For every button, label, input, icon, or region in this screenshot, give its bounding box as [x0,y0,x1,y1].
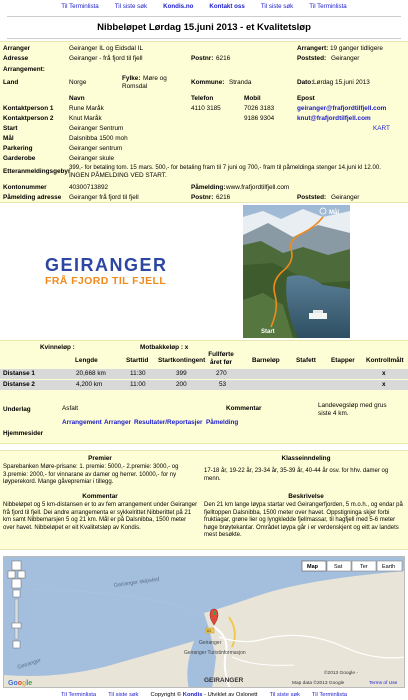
hdr-starttid: Starttid [126,357,149,364]
hdr-barnelop: Barneløp [252,357,280,364]
footer [0,689,408,700]
dato-label: Dato: [297,79,314,86]
link-resultater[interactable]: Resultater/Reportasjer [134,419,203,426]
map-type-sat[interactable]: Sat [334,564,343,570]
beskrivelse-text: Den 21 km lange løypa startar ved Geirangerfjorden, 5 m.o.h., og endar på fjelltoppen Dalsnibba, 1500 meter over havet. Oppstigninga skjer forbi fruktiagar, grøne lier og lyngkledde fjellmassar, til hagfjell med 5-6 meter høge brøytekantar. Området løypa går i er verdenskjent og eitt av landets mest besøkte. [204,502,403,539]
arrangert-value: 19 ganger tidligere [330,45,383,52]
parkering-label: Parkering [3,145,33,152]
footer-kondis-link[interactable]: Kondis [182,691,203,698]
event-info-panel [0,41,408,203]
google-map[interactable] [3,556,405,688]
hdr-stafett: Stafett [296,357,316,364]
arrangement-label: Arrangement: [3,66,45,73]
beskrivelse-title: Beskrivelse [288,493,324,500]
nav-terminlista-link-2[interactable]: Til Terminlista [309,2,347,10]
etteranm-label: Etteranmeldingsgebyr [3,168,71,175]
kontakt1-mobil: 7026 3183 [244,105,275,112]
kontakt1-telefon: 4110 3185 [191,105,221,112]
map-canvas[interactable] [4,557,405,688]
postnr-value: 6216 [216,55,231,62]
hjemmesider-label: Hjemmesider [3,430,44,437]
adresse-value: Geiranger - frå fjord til fjell [69,55,143,62]
kommentar-value: Landevegsløp med grus siste 4 km. [318,402,387,417]
geiranger-logo [45,255,168,287]
map-road-shield: 63 [207,629,211,633]
parkering-value: Geiranger sentrum [69,145,123,152]
pamelding-label: Påmelding: [191,184,226,191]
kart-link[interactable]: KART [373,125,390,132]
footer-terminlista-link[interactable]: Til Terminlista [60,691,97,698]
hdr-lengde: Lengde [75,357,98,364]
kontakt1-navn: Rune Maråk [69,105,104,112]
photo-maal-label: Mål [329,210,340,216]
pamelding-value: www.frafjordtilfjell.com [226,184,290,191]
distance-1-kontingent: 399 [176,370,187,377]
maal-value: Dalsnibba 1500 moh [69,135,128,142]
footer-siste-sok-link[interactable]: Til siste søk [108,691,139,698]
map-data-attribution: Map data ©2013 Google [292,681,345,686]
distance-1-lengde: 20,668 km [76,370,106,377]
svg-text:Google: Google [8,680,33,687]
arrangert-label: Arrangert: [297,45,329,52]
postnr-label: Postnr: [191,55,214,62]
underlag-value: Asfalt [62,405,78,412]
premier-title: Premier [88,455,112,462]
link-pamelding[interactable]: Påmelding [206,419,239,426]
image-row [0,205,408,338]
distance-panel [0,340,408,444]
col-mobil-header: Mobil [244,95,261,102]
pam-poststed-value: Geiranger [331,194,360,201]
col-telefon-header: Telefon [191,95,214,102]
distance-1-name: Distanse 1 [3,370,35,377]
land-value: Norge [69,79,87,86]
map-place1: Geiranger [199,640,222,646]
col-epost-header: Epost [297,95,315,102]
adresse-label: Adresse [3,55,29,62]
hdr-startkontingent: Startkontingent [158,357,206,364]
klasse-text: 17-18 år, 19-22 år, 23-34 år, 35-39 år, 40-44 år osv. for hhv. damer og menn. [204,468,389,482]
kommentar-title: Kommentar [82,493,118,500]
distance-1-fullforte: 270 [216,370,227,377]
land-label: Land [3,79,19,86]
premier-panel [0,450,408,550]
pam-adresse-value: Geiranger frå fjord til fjell [69,194,139,201]
kontakt1-epost-link[interactable]: geiranger@frafjordtilfjell.com [297,105,387,112]
map-town-label: GEIRANGER [204,677,244,684]
fylke-value-1: Møre og [143,75,167,82]
distance-row-1 [0,369,408,379]
distance-2-name: Distanse 2 [3,381,35,388]
fylke-value-2: Romsdal [122,83,148,90]
pam-postnr-label: Postnr: [191,194,214,201]
footer-utviklet: - Utviklet av Oslonett [202,691,258,698]
nav-kondis-link[interactable]: Kondis.no [163,2,194,10]
map-type-earth[interactable]: Earth [382,564,396,570]
pam-postnr-value: 6216 [216,194,231,201]
klasse-title: Klasseinndeling [281,455,331,462]
col-navn-header: Navn [69,95,85,102]
start-value: Geiranger Sentrum [69,125,124,132]
premier-text: Sparebanken Møre-prisane: 1. premie: 5000,- 2.premie: 3000,- og 3.premie: 2000,- for vinnarane av damer og herrer. 10000,- for ny løyperekord. Mange gåvepremiar i tillegg. [3,464,179,486]
map-fjord-label: Geiranger skipsled [113,576,160,589]
motbakke-label: Motbakkeløp : x [140,344,189,351]
distance-2-kontroll: x [382,381,386,388]
kontonummer-value: 40300713892 [69,184,109,191]
nav-terminlista-link[interactable]: Til Terminlista [61,2,99,10]
google-logo[interactable] [8,680,32,687]
page-title: Nibbeløpet Lørdag 15.juni 2013 - et Kvalitetsløp [7,16,401,39]
footer-terminlista-link-2[interactable]: Til Terminlista [311,691,348,698]
garderobe-label: Garderobe [3,155,36,162]
nav-siste-sok-link-2[interactable]: Til siste søk [260,2,294,10]
kommune-label: Kommune: [191,79,225,86]
start-label: Start [3,125,18,132]
kontakt2-navn: Knut Maråk [69,115,102,122]
kontakt2-epost-link[interactable]: knut@frafjordtilfjell.com [297,115,371,122]
etteranm-value-1: 399,- for betaling tom. 15 mars. 500,- for betaling fram til 7 juni og 700,- fram til påmeldinga stenger 14.juni kl 12.00. [69,164,381,171]
pam-adresse-label: Påmelding adresse [3,194,62,201]
hdr-etapper: Etapper [331,357,355,364]
kommentar-text: Nibbeløpet og 5 km-distansen er to av fem arrangement under Geiranger frå fjord til fjell. Dei andre arrangementa er sykkelrittet Nibberittet på 21 km samt Nibbemarsjen 5 og 21 km. Mål er på Dalsnibba, 1500 meter over havet. Nibbeløpet er eit Kvalitetsløp av Kondis. [3,502,198,531]
logo-line-2: FRÅ FJORD TIL FJELL [45,275,167,287]
pam-poststed-label: Poststed: [297,194,327,201]
arranger-label: Arranger [3,45,30,52]
link-arranger[interactable]: Arranger [104,419,131,426]
logo-line-1: GEIRANGER [45,255,168,275]
distance-2-starttid: 11:00 [130,381,146,388]
footer-copyright [150,692,257,698]
top-nav [0,0,408,12]
hdr-fullforte: Fullførte året før [208,351,234,366]
maal-label: Mål [3,135,14,142]
photo-start-label: Start [261,329,275,335]
route-photo [243,205,350,338]
nav-siste-sok-link[interactable]: Til siste søk [114,2,148,10]
distance-1-kontroll: x [382,370,386,377]
map-copyright: ©2013 Google - [324,671,358,676]
map-type-controls[interactable] [302,561,402,571]
kontakt2-mobil: 9186 9304 [244,115,275,122]
map-type-map[interactable]: Map [307,564,318,570]
kommentar-label: Kommentar [226,405,262,412]
distance-2-fullforte: 53 [219,381,227,388]
kommune-value: Stranda [229,79,252,86]
footer-copyright-text: Copyright © [150,691,183,698]
hdr-kontrollmalt: Kontrollmålt [366,357,404,364]
distance-row-2 [0,380,408,390]
distance-1-starttid: 11:30 [130,370,146,377]
underlag-label: Underlag [3,406,31,413]
map-type-ter[interactable]: Ter [360,564,368,570]
garderobe-value: Geiranger skule [69,155,115,162]
poststed-value: Geiranger [331,55,360,62]
nav-kontakt-link[interactable]: Kontakt oss [209,2,245,10]
distance-2-lengde: 4,200 km [76,381,103,388]
kvinneleg-label: Kvinneløp : [40,344,75,351]
kontakt1-label: Kontaktperson 1 [3,105,54,112]
map-terms-link[interactable]: Terms of Use [369,681,398,686]
dato-value: Lørdag 15.juni 2013 [313,79,370,86]
footer-siste-sok-link-2[interactable]: Til siste søk [269,691,300,698]
kontonummer-label: Kontonummer [3,184,47,191]
fylke-label: Fylke: [122,75,141,82]
distance-2-kontingent: 200 [176,381,187,388]
etteranm-value-2: INGEN PÅMELDING VED START. [69,172,167,179]
kontakt2-label: Kontaktperson 2 [3,115,54,122]
map-water-label: Geiranger [16,657,42,671]
map-place2: Geiranger Turistinformasjon [184,650,246,656]
arranger-value: Geiranger IL og Eidsdal IL [69,45,144,52]
link-arrangement[interactable]: Arrangement [62,419,102,426]
poststed-label: Poststed: [297,55,327,62]
